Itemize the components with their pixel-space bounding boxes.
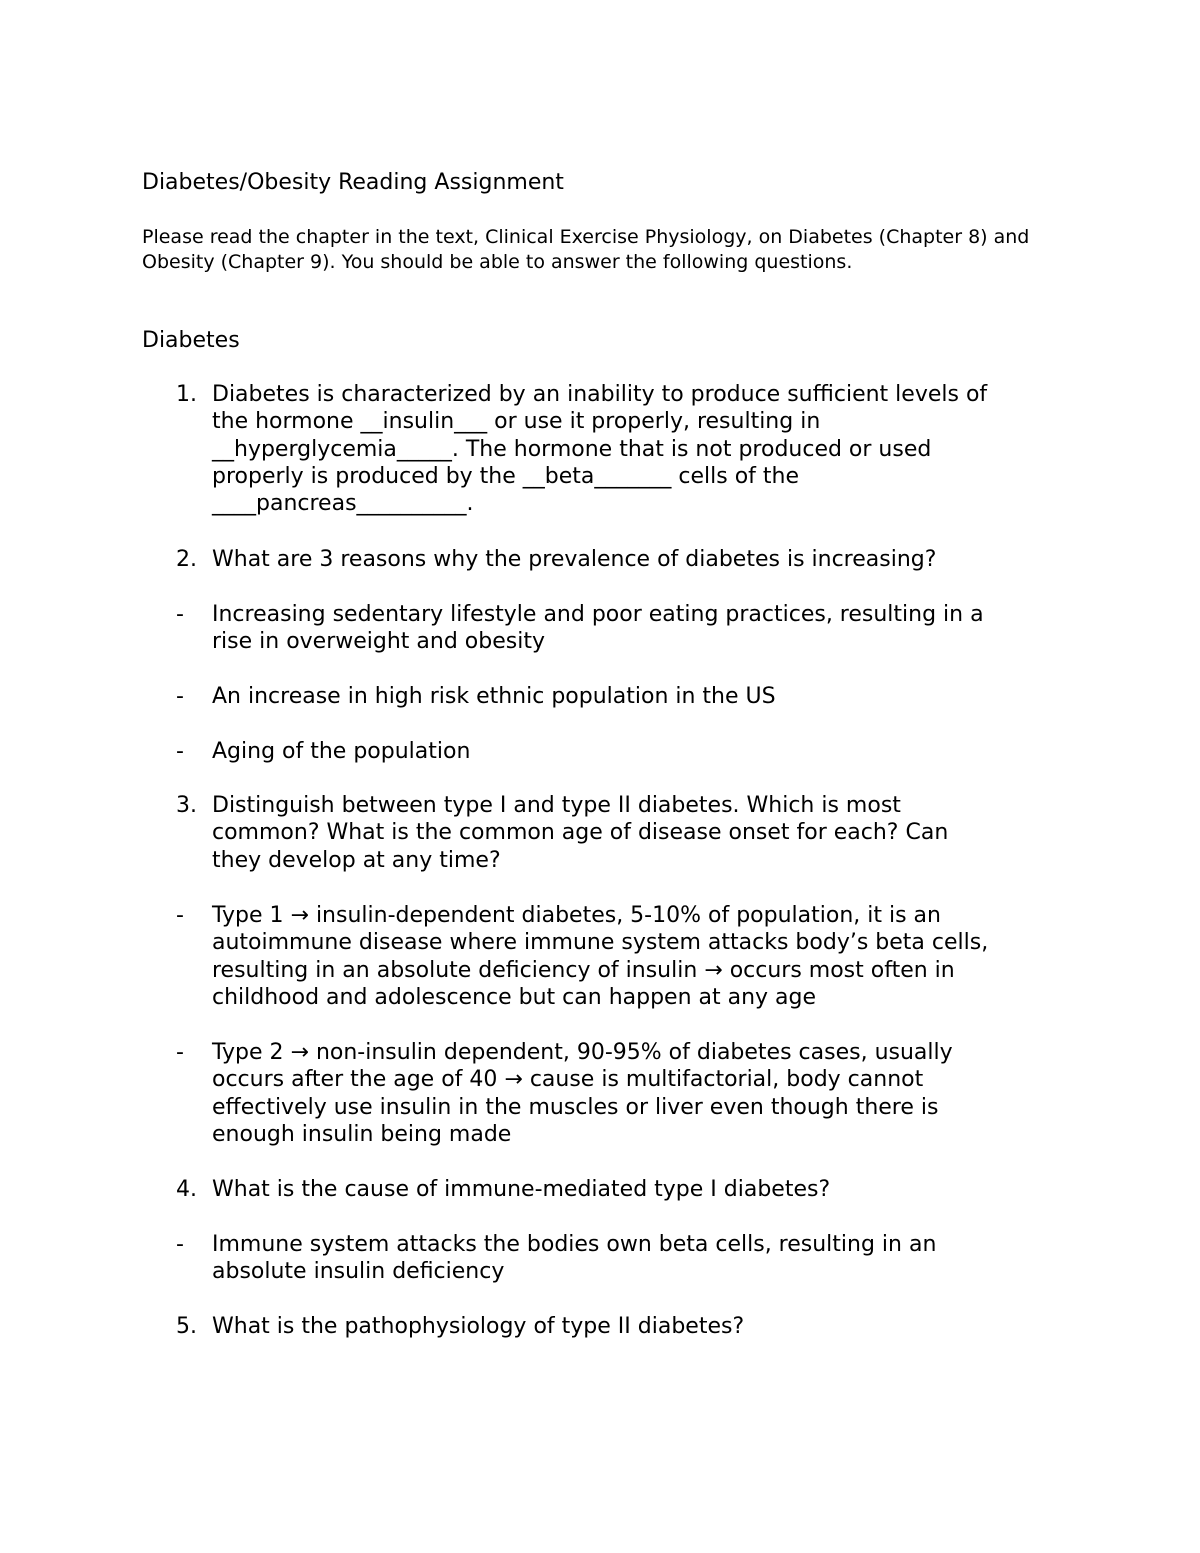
list-item-text: What is the pathophysiology of type II diabetes? bbox=[212, 1314, 745, 1339]
bullet-marker: - bbox=[176, 1232, 184, 1257]
bullet-marker: - bbox=[176, 903, 184, 928]
list-item-text: Distinguish between type I and type II diabetes. Which is most common? What is the common age of disease onset for each? Can they develop at any time? bbox=[212, 793, 949, 873]
list-marker: 1. bbox=[176, 382, 197, 407]
list-item-text: An increase in high risk ethnic population in the US bbox=[212, 684, 776, 709]
list-marker: 2. bbox=[176, 547, 197, 572]
list-item-text: Diabetes is characterized by an inability to produce sufficient levels of the hormone __insulin___ or use it properly, resulting in __hyperglycemia_____. The hormone that is not produced or used properly is produced by the __beta_______ cells of the ____pancreas__________. bbox=[212, 382, 988, 517]
list-item-text: Immune system attacks the bodies own beta cells, resulting in an absolute insulin deficiency bbox=[212, 1232, 937, 1285]
bullet-marker: - bbox=[176, 602, 184, 627]
list-marker: 5. bbox=[176, 1314, 197, 1339]
list-marker: 4. bbox=[176, 1177, 197, 1202]
bullet-marker: - bbox=[176, 684, 184, 709]
list-marker: 3. bbox=[176, 793, 197, 818]
list-item-text: Increasing sedentary lifestyle and poor eating practices, resulting in a rise in overweight and obesity bbox=[212, 602, 984, 655]
list-item-text: Type 1 → insulin-dependent diabetes, 5-10% of population, it is an autoimmune disease where immune system attacks body’s beta cells, resulting in an absolute deficiency of insulin → occurs most often in childhood and adolescence but can happen at any age bbox=[212, 903, 989, 1010]
list-item-text: What is the cause of immune-mediated type I diabetes? bbox=[212, 1177, 831, 1202]
list-item-text: Aging of the population bbox=[212, 739, 471, 764]
section-heading: Diabetes bbox=[142, 328, 240, 353]
bullet-marker: - bbox=[176, 1040, 184, 1065]
list-item-text: What are 3 reasons why the prevalence of diabetes is increasing? bbox=[212, 547, 937, 572]
intro-paragraph: Please read the chapter in the text, Clinical Exercise Physiology, on Diabetes (Chapter 8) and Obesity (Chapter 9). You should be able to answer the following questions. bbox=[142, 226, 1030, 273]
list-item-text: Type 2 → non-insulin dependent, 90-95% of diabetes cases, usually occurs after the age of 40 → cause is multifactorial, body cannot effectively use insulin in the muscles or liver even though there is enough insulin being made bbox=[212, 1040, 953, 1147]
document-title: Diabetes/Obesity Reading Assignment bbox=[142, 170, 564, 195]
bullet-marker: - bbox=[176, 739, 184, 764]
